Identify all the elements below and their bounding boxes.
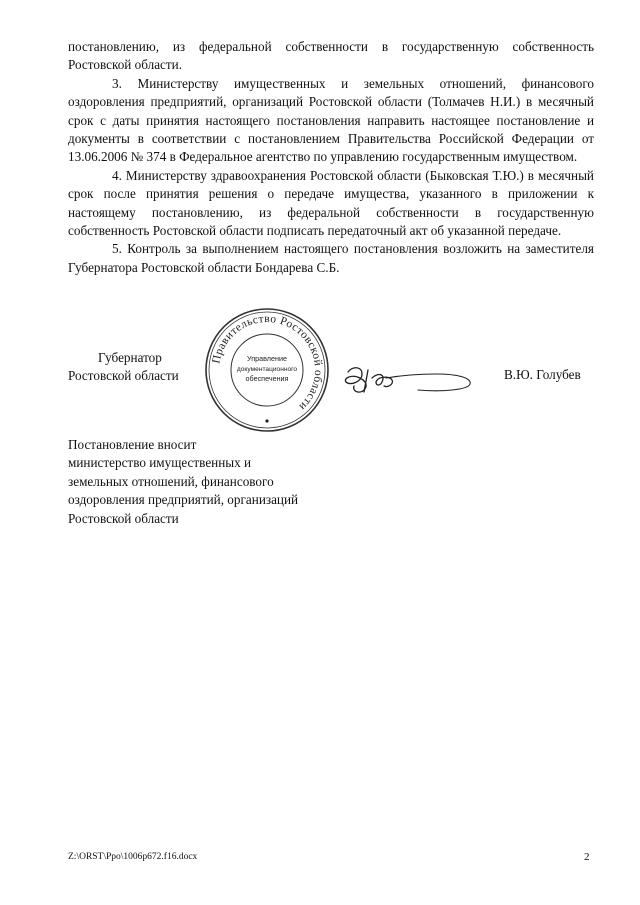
note-line: Ростовской области <box>68 510 179 526</box>
page-number: 2 <box>584 851 590 863</box>
seal-inner-line2: документационного <box>236 366 298 373</box>
seal-inner-line1: Управление <box>247 354 287 363</box>
paragraph-item-5: 5. Контроль за выполнением настоящего постановления возложить на заместителя Губернатора Ростовской области Бондарева С.Б. <box>68 241 594 275</box>
note-line: земельных отношений, финансового <box>68 473 274 489</box>
paragraph-item-3: 3. Министерству имущественных и земельных отношений, финансового оздоровления предприятий, организаций Ростовской области (Толмачев Н.И.) в месячный срок с даты принятия настоящего постановления направить настоящее постановление и документы в соответствии с постановлением Правительства Российской Федерации от 13.06.2006 № 374 в Федеральное агентство по управлению государственным имуществом. <box>68 75 594 165</box>
note-line: министерство имущественных и <box>68 455 252 471</box>
paragraph-item-4: 4. Министерству здравоохранения Ростовской области (Быковская Т.Ю.) в месячный срок после принятия решения о передаче имущества, указанного в приложении к настоящему постановлению, из федеральной собственности в государственную собственность Ростовской области подписать передаточный акт об указанной передаче. <box>68 167 594 239</box>
note-line: оздоровления предприятий, организаций <box>68 492 299 508</box>
paragraph-continuation: постановлению, из федеральной собственности в государственную собственность Ростовской области. <box>68 39 594 73</box>
seal-outer-text: Правительство Ростовской области <box>210 312 325 413</box>
signer-title-line1: Губернатор <box>98 350 162 365</box>
submitted-by-note <box>68 436 298 528</box>
signer-title-line2: Ростовской области <box>68 368 179 384</box>
official-seal <box>204 307 330 433</box>
seal-star <box>265 419 268 422</box>
seal-inner-line3: обеспечения <box>245 374 289 383</box>
handwritten-signature <box>338 356 478 402</box>
signer-title <box>68 349 179 386</box>
resolution-body <box>68 38 594 277</box>
footer-file-path: Z:\ORST\Ppo\1006p672.f16.docx <box>68 852 198 862</box>
note-line: Постановление вносит <box>68 437 197 452</box>
signer-name: В.Ю. Голубев <box>504 367 581 382</box>
